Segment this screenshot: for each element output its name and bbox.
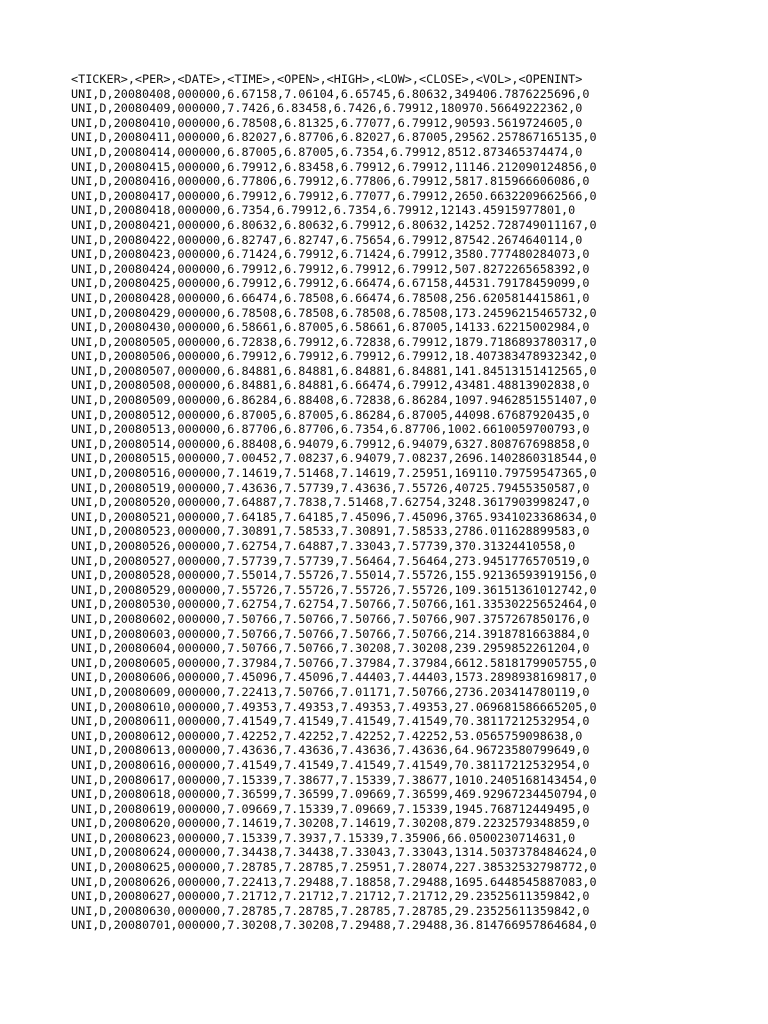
csv-data-row: UNI,D,20080604,000000,7.50766,7.50766,7.30208,7.30208,239.2959852261204,0 bbox=[71, 641, 590, 656]
csv-data-row: UNI,D,20080530,000000,7.62754,7.62754,7.50766,7.50766,161.33530225652464,0 bbox=[71, 597, 597, 612]
csv-data-row: UNI,D,20080514,000000,6.88408,6.94079,6.79912,6.94079,6327.808767698858,0 bbox=[71, 436, 590, 451]
csv-rows bbox=[71, 87, 761, 933]
csv-data-row: UNI,D,20080609,000000,7.22413,7.50766,7.01171,7.50766,2736.203414780119,0 bbox=[71, 684, 590, 699]
csv-data-row: UNI,D,20080618,000000,7.36599,7.36599,7.09669,7.36599,469.92967234450794,0 bbox=[71, 787, 597, 802]
csv-data-row: UNI,D,20080411,000000,6.82027,6.87706,6.82027,6.87005,29562.257867165135,0 bbox=[71, 130, 597, 145]
csv-data-row: UNI,D,20080425,000000,6.79912,6.79912,6.66474,6.67158,44531.79178459099,0 bbox=[71, 276, 590, 291]
csv-data-row: UNI,D,20080627,000000,7.21712,7.21712,7.21712,7.21712,29.23525611359842,0 bbox=[71, 889, 590, 904]
csv-data-row: UNI,D,20080527,000000,7.57739,7.57739,7.56464,7.56464,273.9451776570519,0 bbox=[71, 553, 590, 568]
csv-data-row: UNI,D,20080505,000000,6.72838,6.79912,6.72838,6.79912,1879.7186893780317,0 bbox=[71, 334, 597, 349]
csv-data-row: UNI,D,20080430,000000,6.58661,6.87005,6.58661,6.87005,14133.62215002984,0 bbox=[71, 320, 590, 335]
csv-data-row: UNI,D,20080519,000000,7.43636,7.57739,7.43636,7.55726,40725.79455350587,0 bbox=[71, 480, 590, 495]
csv-data-row: UNI,D,20080624,000000,7.34438,7.34438,7.33043,7.33043,1314.5037378484624,0 bbox=[71, 845, 597, 860]
csv-data-row: UNI,D,20080612,000000,7.42252,7.42252,7.42252,7.42252,53.0565759098638,0 bbox=[71, 728, 583, 743]
csv-data-row: UNI,D,20080526,000000,7.62754,7.64887,7.33043,7.57739,370.31324410558,0 bbox=[71, 539, 576, 553]
csv-data-row: UNI,D,20080409,000000,7.7426,6.83458,6.7426,6.79912,180970.56649222362,0 bbox=[71, 101, 583, 116]
csv-data-row: UNI,D,20080523,000000,7.30891,7.58533,7.30891,7.58533,2786.011628899583,0 bbox=[71, 524, 590, 539]
csv-data-row: UNI,D,20080507,000000,6.84881,6.84881,6.84881,6.84881,141.84513151412565,0 bbox=[71, 363, 597, 378]
csv-header-line: <TICKER>,<PER>,<DATE>,<TIME>,<OPEN>,<HIGH>,<LOW>,<CLOSE>,<VOL>,<OPENINT> bbox=[71, 72, 583, 86]
csv-data-row: UNI,D,20080421,000000,6.80632,6.80632,6.79912,6.80632,14252.728749011167,0 bbox=[71, 217, 597, 232]
csv-data-row: UNI,D,20080508,000000,6.84881,6.84881,6.66474,6.79912,43481.48813902838,0 bbox=[71, 378, 590, 393]
csv-data-row: UNI,D,20080603,000000,7.50766,7.50766,7.50766,7.50766,214.3918781663884,0 bbox=[71, 626, 590, 641]
csv-data-row: UNI,D,20080414,000000,6.87005,6.87005,6.7354,6.79912,8512.873465374474,0 bbox=[71, 144, 583, 159]
csv-data-row: UNI,D,20080408,000000,6.67158,7.06104,6.65745,6.80632,349406.7876225696,0 bbox=[71, 86, 590, 101]
csv-data-row: UNI,D,20080616,000000,7.41549,7.41549,7.41549,7.41549,70.38117212532954,0 bbox=[71, 757, 590, 772]
csv-data-row: UNI,D,20080429,000000,6.78508,6.78508,6.78508,6.78508,173.24596215465732,0 bbox=[71, 305, 597, 320]
csv-data-row: UNI,D,20080418,000000,6.7354,6.79912,6.7354,6.79912,12143.45915977801,0 bbox=[71, 203, 576, 218]
csv-data-row: UNI,D,20080509,000000,6.86284,6.88408,6.72838,6.86284,1097.9462851551407,0 bbox=[71, 393, 597, 408]
csv-data-row: UNI,D,20080602,000000,7.50766,7.50766,7.50766,7.50766,907.3757267850176,0 bbox=[71, 611, 590, 626]
csv-data-row: UNI,D,20080610,000000,7.49353,7.49353,7.49353,7.49353,27.069681586665205,0 bbox=[71, 699, 597, 714]
csv-data-row: UNI,D,20080424,000000,6.79912,6.79912,6.79912,6.79912,507.8272265658392,0 bbox=[71, 261, 590, 276]
csv-data-row: UNI,D,20080415,000000,6.79912,6.83458,6.79912,6.79912,11146.212090124856,0 bbox=[71, 159, 597, 174]
csv-data-row: UNI,D,20080416,000000,6.77806,6.79912,6.77806,6.79912,5817.815966606086,0 bbox=[71, 174, 590, 189]
csv-data-row: UNI,D,20080516,000000,7.14619,7.51468,7.14619,7.25951,169110.79759547365,0 bbox=[71, 466, 597, 481]
csv-data-row: UNI,D,20080513,000000,6.87706,6.87706,6.7354,6.87706,1002.6610059700793,0 bbox=[71, 422, 590, 437]
csv-data-row: UNI,D,20080611,000000,7.41549,7.41549,7.41549,7.41549,70.38117212532954,0 bbox=[71, 714, 590, 729]
csv-data-row: UNI,D,20080417,000000,6.79912,6.79912,6.77077,6.79912,2650.6632209662566,0 bbox=[71, 188, 597, 203]
csv-data-row: UNI,D,20080410,000000,6.78508,6.81325,6.77077,6.79912,90593.5619724605,0 bbox=[71, 115, 583, 130]
csv-data-row: UNI,D,20080423,000000,6.71424,6.79912,6.71424,6.79912,3580.777480284073,0 bbox=[71, 247, 590, 262]
csv-data-row: UNI,D,20080506,000000,6.79912,6.79912,6.79912,6.79912,18.407383478932342,0 bbox=[71, 349, 597, 364]
csv-data-row: UNI,D,20080605,000000,7.37984,7.50766,7.37984,7.37984,6612.5818179905755,0 bbox=[71, 655, 597, 670]
csv-data-row: UNI,D,20080520,000000,7.64887,7.7838,7.51468,7.62754,3248.3617903998247,0 bbox=[71, 495, 590, 510]
csv-data-row: UNI,D,20080529,000000,7.55726,7.55726,7.55726,7.55726,109.36151361012742,0 bbox=[71, 582, 597, 597]
csv-data-row: UNI,D,20080428,000000,6.66474,6.78508,6.66474,6.78508,256.6205814415861,0 bbox=[71, 290, 590, 305]
csv-data-row: UNI,D,20080422,000000,6.82747,6.82747,6.75654,6.79912,87542.2674640114,0 bbox=[71, 232, 583, 247]
csv-data-row: UNI,D,20080512,000000,6.87005,6.87005,6.86284,6.87005,44098.67687920435,0 bbox=[71, 407, 590, 422]
csv-data-row: UNI,D,20080630,000000,7.28785,7.28785,7.28785,7.28785,29.23525611359842,0 bbox=[71, 903, 590, 918]
csv-data-row: UNI,D,20080619,000000,7.09669,7.15339,7.09669,7.15339,1945.768712449495,0 bbox=[71, 801, 590, 816]
csv-data-row: UNI,D,20080528,000000,7.55014,7.55726,7.55014,7.55726,155.92136593919156,0 bbox=[71, 568, 597, 583]
csv-data-row: UNI,D,20080701,000000,7.30208,7.30208,7.29488,7.29488,36.814766957864684,0 bbox=[71, 918, 597, 933]
csv-data-row: UNI,D,20080515,000000,7.00452,7.08237,6.94079,7.08237,2696.1402860318544,0 bbox=[71, 451, 597, 466]
csv-data-row: UNI,D,20080606,000000,7.45096,7.45096,7.44403,7.44403,1573.2898938169817,0 bbox=[71, 670, 597, 685]
csv-data-row: UNI,D,20080620,000000,7.14619,7.30208,7.14619,7.30208,879.2232579348859,0 bbox=[71, 816, 590, 831]
csv-data-row: UNI,D,20080625,000000,7.28785,7.28785,7.25951,7.28074,227.38532532798772,0 bbox=[71, 860, 597, 875]
csv-document bbox=[71, 72, 761, 933]
csv-data-row: UNI,D,20080613,000000,7.43636,7.43636,7.43636,7.43636,64.96723580799649,0 bbox=[71, 743, 590, 758]
csv-data-row: UNI,D,20080617,000000,7.15339,7.38677,7.15339,7.38677,1010.2405168143454,0 bbox=[71, 772, 597, 787]
csv-data-row: UNI,D,20080626,000000,7.22413,7.29488,7.18858,7.29488,1695.6448545887083,0 bbox=[71, 874, 597, 889]
csv-data-row: UNI,D,20080623,000000,7.15339,7.3937,7.15339,7.35906,66.0500230714631,0 bbox=[71, 830, 576, 845]
csv-data-row: UNI,D,20080521,000000,7.64185,7.64185,7.45096,7.45096,3765.9341023368634,0 bbox=[71, 509, 597, 524]
